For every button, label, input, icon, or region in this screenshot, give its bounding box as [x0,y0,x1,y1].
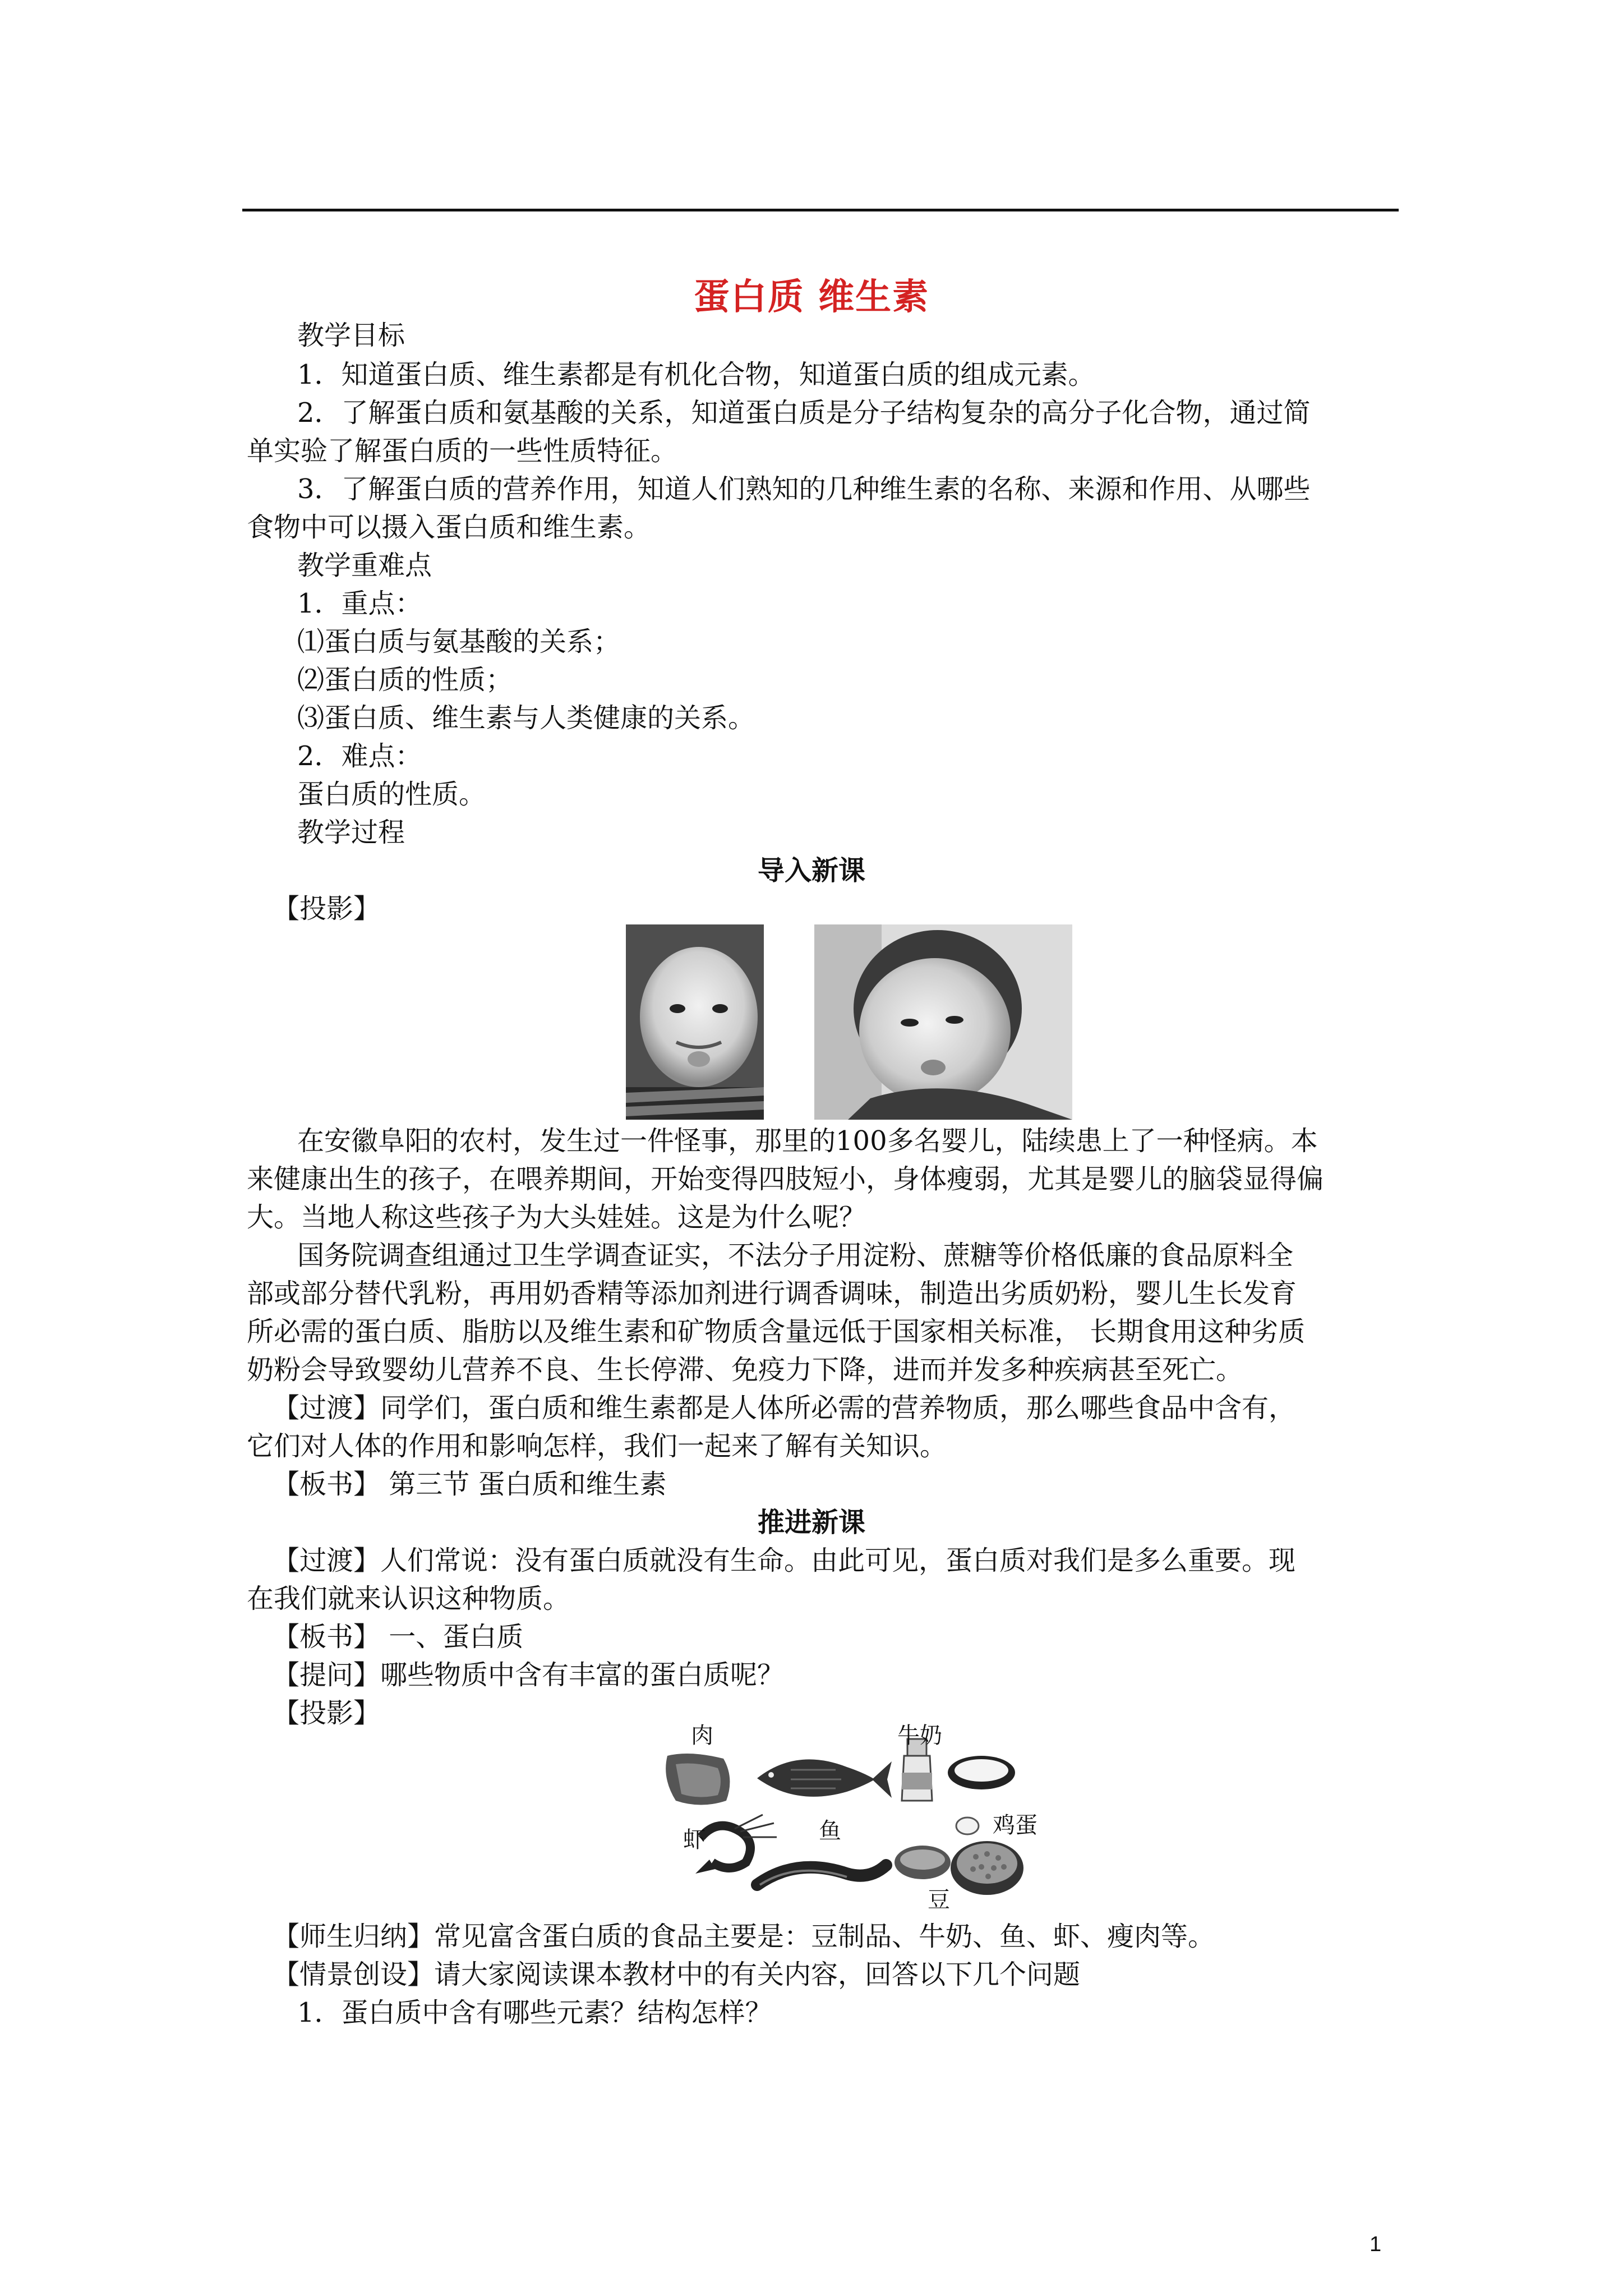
focus-item-2: ⑵蛋白质的性质； [297,664,513,696]
baby-photo-left [626,924,764,1120]
board-protein: 【板书】 一、蛋白质 [273,1621,524,1653]
story-para2-line1: 国务院调查组通过卫生学调查证实，不法分子用淀粉、蔗糖等价格低廉的食品原料全 [297,1240,1294,1271]
objective-item-2-line1: 2．了解蛋白质和氨基酸的关系，知道蛋白质是分子结构复杂的高分子化合物，通过简 [297,397,1311,429]
story-para2-line2: 部或部分替代乳粉，再用奶香精等添加剂进行调香调味，制造出劣质奶粉，婴儿生长发育 [247,1278,1297,1309]
header-rule [242,209,1399,211]
projection-label-1: 【投影】 [273,893,381,924]
board-section: 【板书】 第三节 蛋白质和维生素 [273,1469,667,1500]
transition-line2: 它们对人体的作用和影响怎样，我们一起来了解有关知识。 [247,1430,947,1462]
keypoints-heading: 教学重难点 [297,550,432,581]
story-para1-line1: 在安徽阜阳的农村，发生过一件怪事，那里的100多名婴儿，陆续患上了一种怪病。本 [297,1125,1318,1157]
food-label-egg: 鸡蛋 [993,1812,1038,1838]
transition2-line1: 【过渡】人们常说：没有蛋白质就没有生命。由此可见，蛋白质对我们是多么重要。现 [273,1545,1296,1576]
section-heading-new: 推进新课 [757,1507,865,1538]
projection-label-2: 【投影】 [273,1697,381,1729]
objective-item-3-line1: 3．了解蛋白质的营养作用，知道人们熟知的几种维生素的名称、来源和作用、从哪些 [297,473,1311,505]
focus-item-1: ⑴蛋白质与氨基酸的关系； [297,626,621,657]
objective-item-1: 1．知道蛋白质、维生素都是有机化合物，知道蛋白质的组成元素。 [297,359,1095,390]
transition2-line2: 在我们就来认识这种物质。 [247,1583,570,1614]
page-number: 1 [1370,2233,1382,2256]
focus-label: 1．重点： [297,588,422,619]
food-label-shrimp: 虾 [683,1827,706,1853]
difficulty-item-1: 蛋白质的性质。 [297,779,486,810]
food-label-fish: 鱼 [819,1818,841,1844]
scenario-line: 【情景创设】请大家阅读课本教材中的有关内容，回答以下几个问题 [273,1959,1081,1990]
section-heading-intro: 导入新课 [757,855,865,886]
food-label-milk: 牛奶 [897,1723,942,1749]
objective-item-3-line2: 食物中可以摄入蛋白质和维生素。 [247,512,651,543]
page-title: 蛋白质 维生素 [693,277,930,318]
focus-item-3: ⑶蛋白质、维生素与人类健康的关系。 [297,702,755,734]
question-line: 【提问】哪些物质中含有丰富的蛋白质呢？ [273,1659,785,1691]
story-para1-line2: 来健康出生的孩子，在喂养期间，开始变得四肢短小，身体瘦弱，尤其是婴儿的脑袋显得偏 [247,1163,1324,1195]
difficulty-label: 2．难点： [297,740,422,772]
transition-line1: 【过渡】同学们，蛋白质和维生素都是人体所必需的营养物质，那么哪些食品中含有， [273,1392,1296,1424]
objective-item-2-line2: 单实验了解蛋白质的一些性质特征。 [247,435,678,467]
story-para2-line3: 所必需的蛋白质、脂肪以及维生素和矿物质含量远低于国家相关标准， 长期食用这种劣质 [247,1316,1306,1347]
process-heading: 教学过程 [297,817,405,848]
food-label-bean: 豆 [925,1882,952,1914]
summary-line: 【师生归纳】常见富含蛋白质的食品主要是：豆制品、牛奶、鱼、虾、瘦肉等。 [273,1921,1215,1952]
story-para1-line3: 大。当地人称这些孩子为大头娃娃。这是为什么呢？ [247,1202,866,1233]
question-item-1: 1．蛋白质中含有哪些元素？结构怎样？ [297,1997,772,2028]
story-para2-line4: 奶粉会导致婴幼儿营养不良、生长停滞、免疫力下降，进而并发多种疾病甚至死亡。 [247,1354,1243,1386]
objectives-heading: 教学目标 [297,320,405,351]
food-label-meat: 肉 [691,1723,713,1749]
baby-photo-right [814,924,1072,1120]
